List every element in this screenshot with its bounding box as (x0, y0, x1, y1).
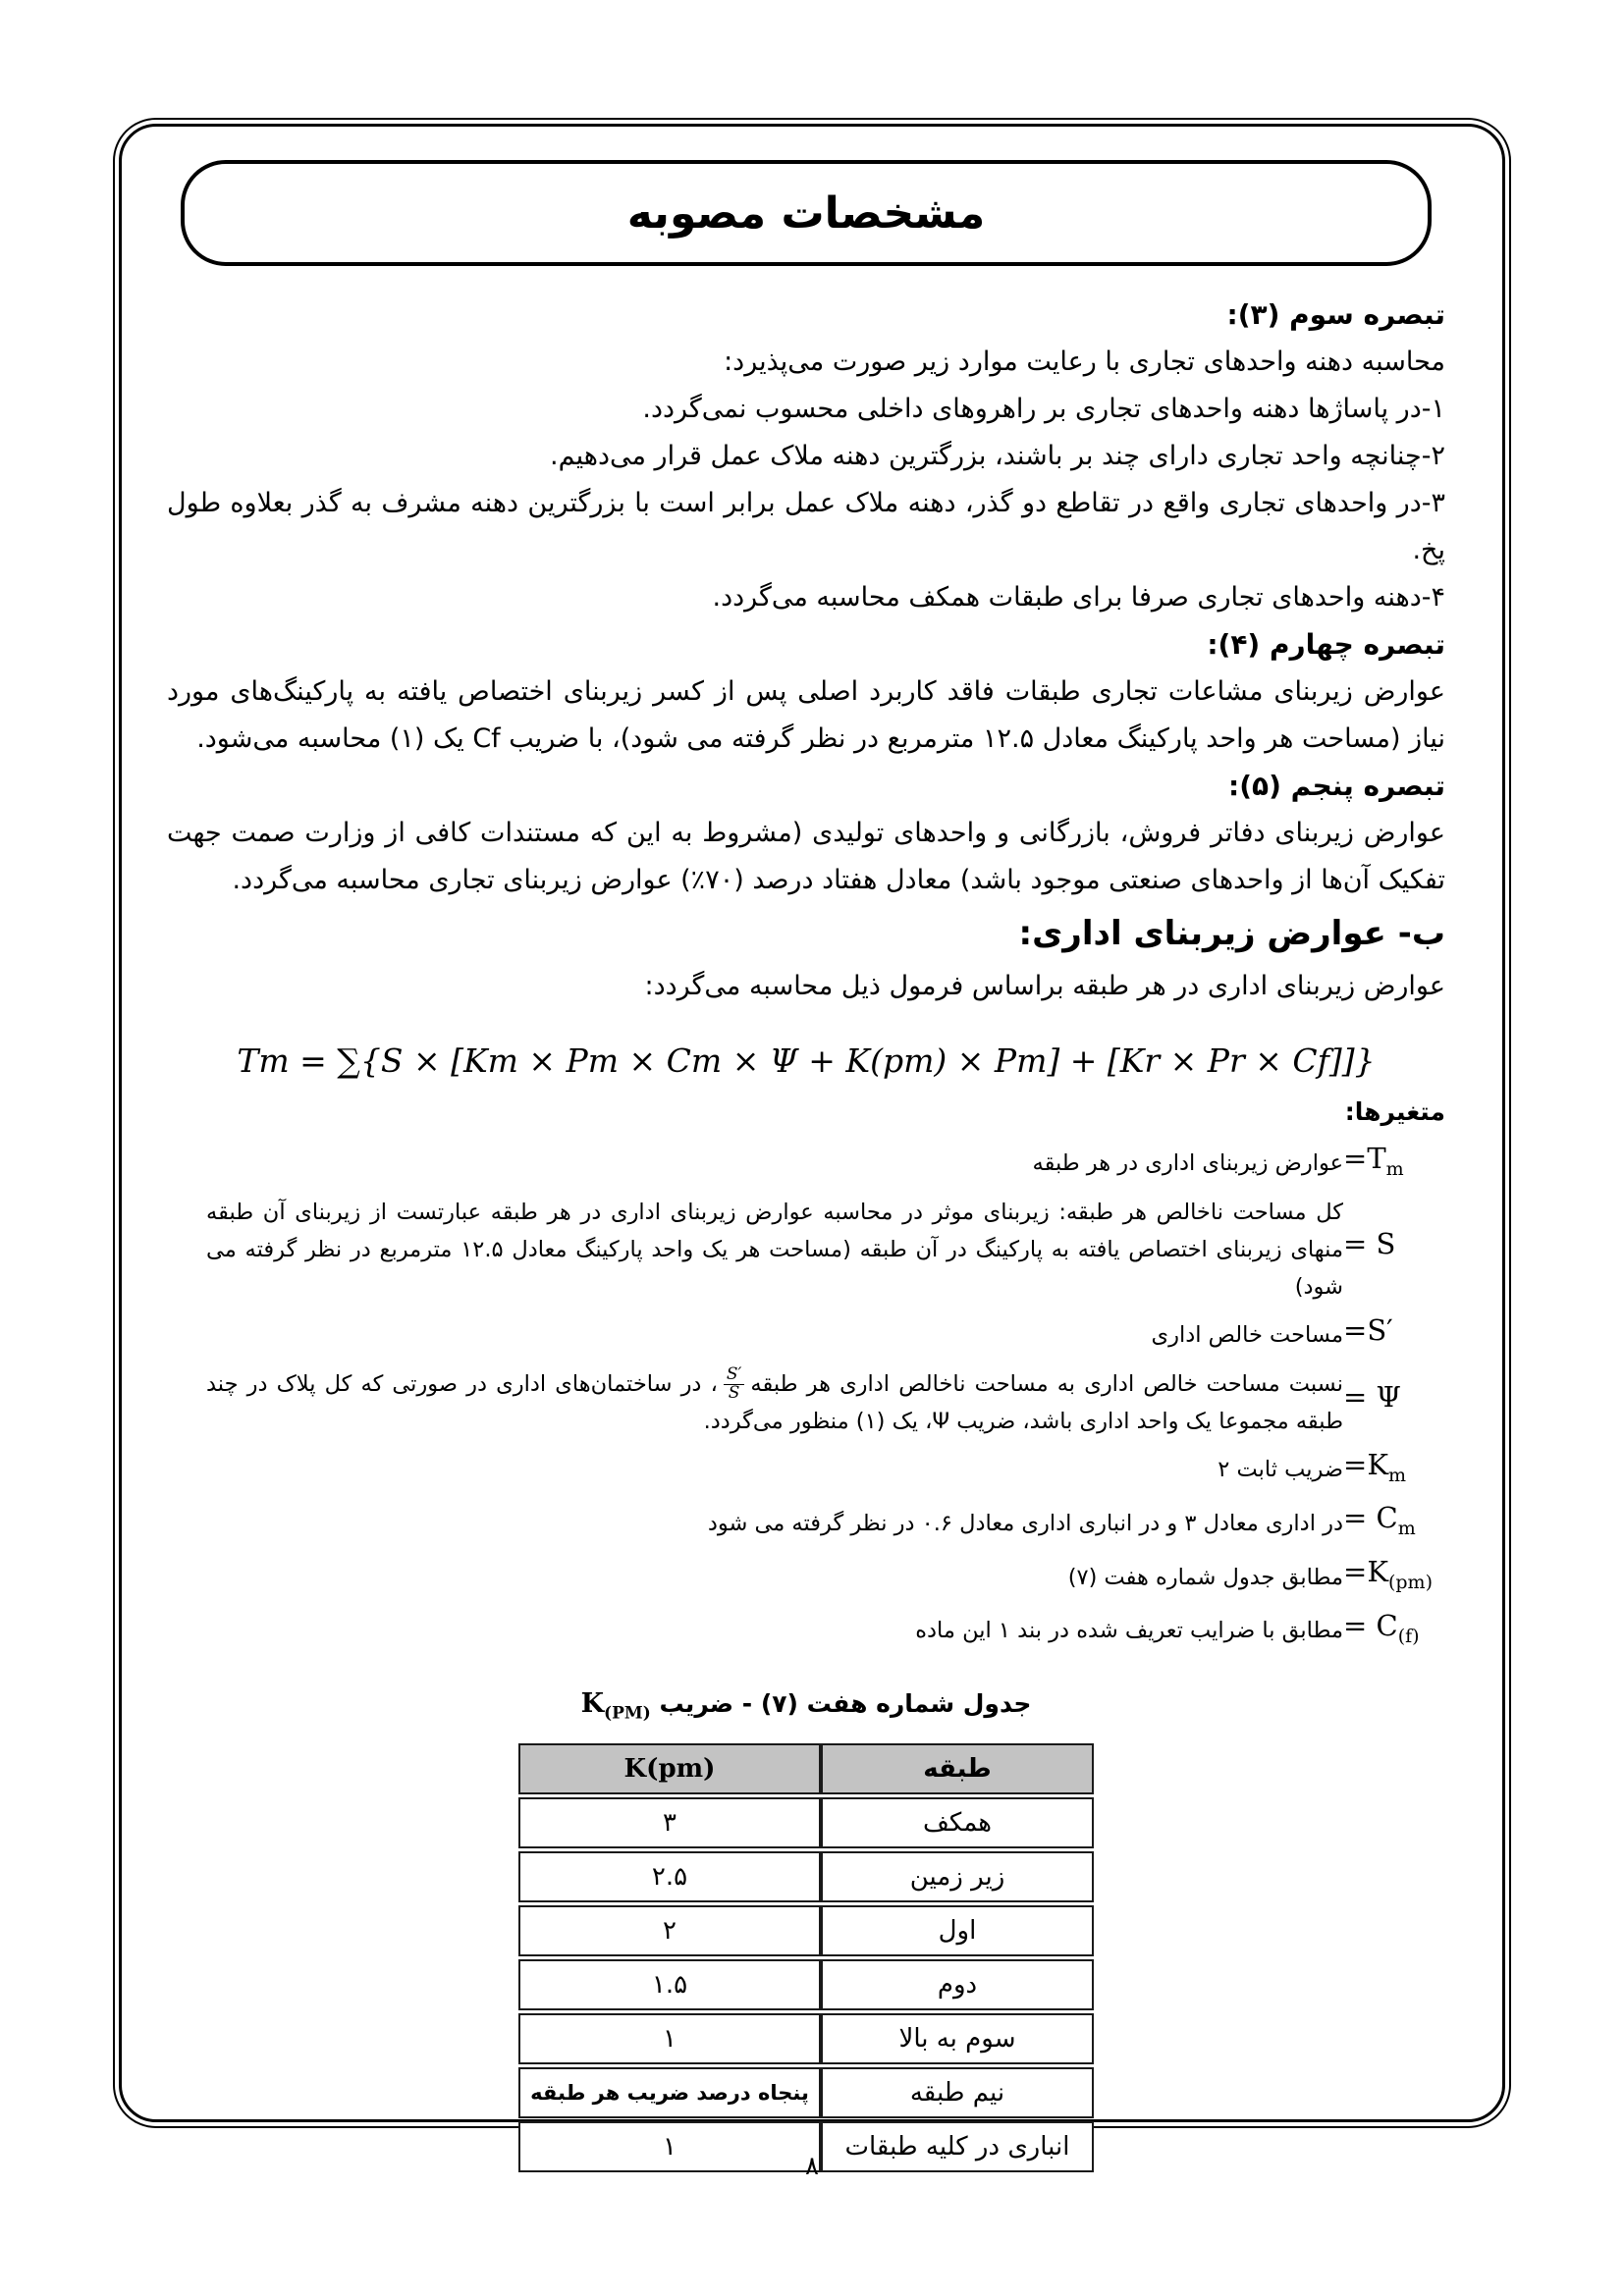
variable-desc-cm: در اداری معادل ۳ و در انباری اداری معادل ۰.۶ در نظر گرفته می شود (707, 1510, 1343, 1536)
variable-row-tm (167, 1140, 1445, 1188)
variable-symbol-km: $=K_m$ (1343, 1447, 1407, 1486)
variable-symbol-kpm: $=K_{(pm)}$ (1343, 1555, 1433, 1593)
value-cell: ۲.۵ (518, 1851, 821, 1902)
variable-desc-tm: عوارض زیربنای اداری در هر طبقه (1032, 1150, 1343, 1177)
variable-row-s-prime (167, 1311, 1445, 1360)
floor-cell: انباری در کلیه طبقات (821, 2121, 1094, 2172)
variable-row-cf (167, 1607, 1445, 1655)
floor-cell: اول (821, 1905, 1094, 1956)
note4-heading: تبصره چهارم (۴): (1207, 628, 1445, 661)
page-title: مشخصات مصوبه (626, 187, 986, 239)
variable-symbol-cm: = $C_m$ (1343, 1501, 1416, 1540)
table-row (518, 2013, 1094, 2064)
page-border-outer (113, 118, 1511, 2163)
value-cell: ۱.۵ (518, 1959, 821, 2010)
value-cell: ۱ (518, 2013, 821, 2064)
value-cell: پنجاه درصد ضریب هر طبقه (518, 2067, 821, 2118)
table-row (518, 2067, 1094, 2118)
document-body (167, 292, 1445, 2175)
floor-cell: نیم طبقه (821, 2067, 1094, 2118)
floor-cell: زیر زمین (821, 1851, 1094, 1902)
value-cell: ۱ (518, 2121, 821, 2172)
section-b-heading: ب- عوارض زیربنای اداری: (1018, 914, 1445, 953)
variables-heading: متغیرها: (1344, 1097, 1445, 1126)
k-table-caption-text: جدول شماره هفت (۷) - ضریب (659, 1688, 1032, 1718)
k-pm-symbol: $K_{(PM)}$ (580, 1687, 651, 1724)
variable-row-s (167, 1194, 1445, 1306)
variable-desc-kpm: مطابق جدول شماره هفت (۷) (1067, 1564, 1343, 1590)
variable-row-psi (167, 1365, 1445, 1440)
note3-item-2: ۲-چنانچه واحد تجاری دارای چند بر باشند، بزرگترین دهنه ملاک عمل قرار می‌دهیم. (550, 441, 1445, 471)
variable-row-kpm (167, 1553, 1445, 1601)
variable-desc-s-prime: مساحت خالص اداری (1151, 1322, 1343, 1349)
table-row (518, 1905, 1094, 1956)
page-border-inner (119, 124, 1505, 2163)
note5-heading: تبصره پنجم (۵): (1228, 770, 1445, 802)
variable-row-cm (167, 1499, 1445, 1547)
variable-desc-cf: مطابق با ضرایب تعریف شده در بند ۱ این ماده (915, 1618, 1343, 1644)
variable-desc-s: کل مساحت ناخالص هر طبقه: زیربنای موثر در محاسبه عوارض زیربنای اداری در هر طبقه عبارتست از زیربنای آن طبقه منهای زیربنای اختصاص یافته به پارکینگ در آن طبقه (مساحت هر یک واحد پارکینگ معادل ۱۲.۵ مترمربع در نظر گرفته می شود) (206, 1199, 1343, 1300)
title-banner (181, 160, 1432, 266)
formula: Tm = ∑{S × [Km × Pm × Cm × Ψ + K(pm) × Pm] + [Kr × Pr × Cf]]} (237, 1041, 1376, 1080)
variable-symbol-tm: $=T_m$ (1343, 1142, 1404, 1180)
k-table-header-floor: طبقه (821, 1743, 1094, 1794)
variable-symbol-s: = S (1343, 1227, 1396, 1261)
k-pm-table (518, 1740, 1094, 2175)
variable-desc-km: ضریب ثابت ۲ (1218, 1456, 1343, 1482)
k-table-header-value: K(pm) (518, 1743, 821, 1794)
note3-heading: تبصره سوم (۳): (1226, 298, 1445, 331)
floor-cell: دوم (821, 1959, 1094, 2010)
note5-body: عوارض زیربنای دفاتر فروش، بازرگانی و واحدهای تولیدی (مشروط به این که مستندات کافی از وزارت صمت جهت تفکیک آن‌ها از واحدهای صنعتی موجود باشد) معادل هفتاد درصد (۷۰٪) عوارض زیربنای تجاری محاسبه می‌گردد. (167, 818, 1445, 895)
k-table-header-row (518, 1743, 1094, 1794)
variable-desc-psi: نسبت مساحت خالص اداری به مساحت ناخالص اداری هر طبقه $\frac{S'}{S}$ ، در ساختمان‌های اداری در صورتی که کل پلاک در چند طبقه مجموعا یک واحد اداری باشد، ضریب Ψ، یک (۱) منظور می‌گردد. (206, 1363, 1343, 1434)
variable-symbol-cf: = $C_{(f)}$ (1343, 1608, 1420, 1647)
note4-body: عوارض زیربنای مشاعات تجاری طبقات فاقد کاربرد اصلی پس از کسر زیربنای اختصاص یافته به پارکینگ‌های مورد نیاز (مساحت هر واحد پارکینگ معادل ۱۲.۵ مترمربع در نظر گرفته می شود)، با ضریب Cf یک (۱) محاسبه می‌شود. (167, 676, 1445, 754)
s-prime-over-s-fraction: $\frac{S'}{S}$ (724, 1366, 745, 1403)
table-row (518, 1851, 1094, 1902)
variable-symbol-s-prime: =S′ (1343, 1312, 1393, 1347)
variable-row-km (167, 1446, 1445, 1494)
table-row (518, 1959, 1094, 2010)
formula-intro: عوارض زیربنای اداری در هر طبقه براساس فرمول ذیل محاسبه می‌گردد: (644, 971, 1445, 1001)
variables-list (167, 1140, 1445, 1655)
page-number: ۸ (805, 2152, 819, 2181)
note3-intro: محاسبه دهنه واحدهای تجاری با رعایت موارد زیر صورت می‌پذیرد: (724, 347, 1445, 377)
value-cell: ۳ (518, 1797, 821, 1848)
floor-cell: همکف (821, 1797, 1094, 1848)
k-table-caption (492, 1684, 1120, 1733)
note3-item-3: ۳-در واحدهای تجاری واقع در تقاطع دو گذر، دهنه ملاک عمل برابر است با بزرگترین دهنه مشرف به گذر بعلاوه طول پخ. (167, 488, 1445, 565)
value-cell: ۲ (518, 1905, 821, 1956)
note3-item-4: ۴-دهنه واحدهای تجاری صرفا برای طبقات همکف محاسبه می‌گردد. (712, 582, 1445, 613)
note3-item-1: ۱-در پاساژها دهنه واحدهای تجاری بر راهروهای داخلی محسوب نمی‌گردد. (642, 394, 1445, 424)
floor-cell: سوم به بالا (821, 2013, 1094, 2064)
table-row (518, 1797, 1094, 1848)
variable-symbol-psi: = Ψ (1343, 1380, 1401, 1415)
